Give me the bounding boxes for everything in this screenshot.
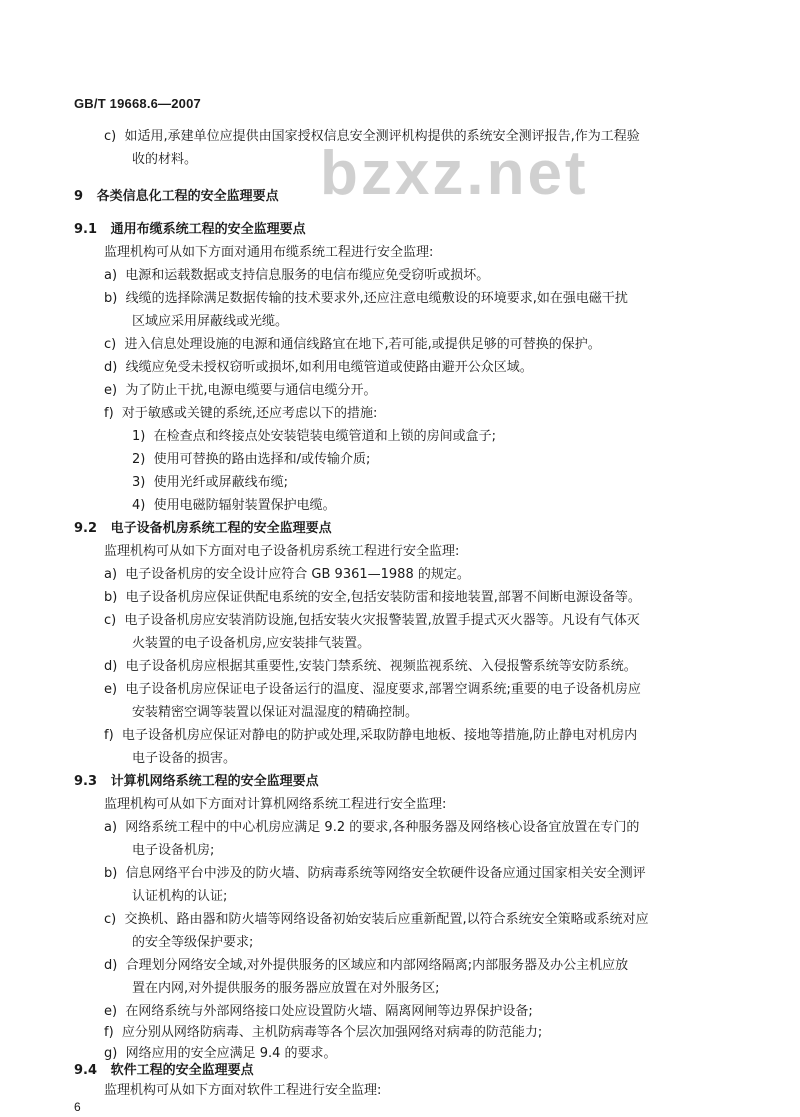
clause-c-line2: 收的材料。: [132, 152, 198, 167]
list-item-continuation: 电子设备机房;: [132, 843, 215, 858]
section-9-3-heading: 9.3 计算机网络系统工程的安全监理要点: [74, 774, 319, 789]
section-9-2-heading: 9.2 电子设备机房系统工程的安全监理要点: [74, 521, 332, 536]
list-item-continuation: 区域应采用屏蔽线或光缆。: [132, 314, 289, 329]
clause-c-line1: c) 如适用,承建单位应提供由国家授权信息安全测评机构提供的系统安全测评报告,作为工程验: [104, 129, 640, 144]
sub-list-item: 2) 使用可替换的路由选择和/或传输介质;: [132, 452, 371, 467]
list-item: e) 为了防止干扰,电源电缆要与通信电缆分开。: [104, 383, 377, 398]
list-item: c) 进入信息处理设施的电源和通信线路宜在地下,若可能,或提供足够的可替换的保护。: [104, 337, 601, 352]
list-item: c) 电子设备机房应安装消防设施,包括安装火灾报警装置,放置手提式灭火器等。凡设有气体灭: [104, 613, 640, 628]
list-item: g) 网络应用的安全应满足 9.4 的要求。: [104, 1046, 337, 1061]
list-item: d) 线缆应免受未授权窃听或损坏,如利用电缆管道或使路由避开公众区域。: [104, 360, 533, 375]
list-item: f) 应分别从网络防病毒、主机防病毒等各个层次加强网络对病毒的防范能力;: [104, 1025, 543, 1040]
list-item-continuation: 认证机构的认证;: [132, 889, 228, 904]
paragraph-intro: 监理机构可从如下方面对软件工程进行安全监理:: [104, 1083, 382, 1098]
list-item: e) 在网络系统与外部网络接口处应设置防火墙、隔离网闸等边界保护设备;: [104, 1004, 533, 1019]
list-item-continuation: 电子设备的损害。: [132, 751, 237, 766]
paragraph-intro: 监理机构可从如下方面对电子设备机房系统工程进行安全监理:: [104, 544, 460, 559]
section-9-4-heading: 9.4 软件工程的安全监理要点: [74, 1063, 254, 1078]
standard-code-header: GB/T 19668.6—2007: [74, 96, 201, 111]
list-item-continuation: 置在内网,对外提供服务的服务器应放置在对外服务区;: [132, 981, 440, 996]
list-item: a) 电源和运载数据或支持信息服务的电信布缆应免受窃听或损坏。: [104, 268, 490, 283]
section-9-heading: 9 各类信息化工程的安全监理要点: [74, 189, 279, 204]
sub-list-item: 4) 使用电磁防辐射装置保护电缆。: [132, 498, 336, 513]
watermark: bzxz.net: [320, 139, 589, 208]
list-item: a) 电子设备机房的安全设计应符合 GB 9361—1988 的规定。: [104, 567, 470, 582]
list-item: f) 对于敏感或关键的系统,还应考虑以下的措施:: [104, 406, 378, 421]
sub-list-item: 1) 在检查点和终接点处安装铠装电缆管道和上锁的房间或盒子;: [132, 429, 496, 444]
list-item: d) 电子设备机房应根据其重要性,安装门禁系统、视频监视系统、入侵报警系统等安防系统。: [104, 659, 637, 674]
paragraph-intro: 监理机构可从如下方面对计算机网络系统工程进行安全监理:: [104, 797, 447, 812]
list-item: a) 网络系统工程中的中心机房应满足 9.2 的要求,各种服务器及网络核心设备宜放置在专门的: [104, 820, 640, 835]
list-item-continuation: 火装置的电子设备机房,应安装排气装置。: [132, 636, 371, 651]
list-item: c) 交换机、路由器和防火墙等网络设备初始安装后应重新配置,以符合系统安全策略或系统对应: [104, 912, 649, 927]
list-item: b) 电子设备机房应保证供配电系统的安全,包括安装防雷和接地装置,部署不间断电源设备等。: [104, 590, 641, 605]
sub-list-item: 3) 使用光纤或屏蔽线布缆;: [132, 475, 288, 490]
section-9-1-heading: 9.1 通用布缆系统工程的安全监理要点: [74, 222, 306, 237]
list-item: f) 电子设备机房应保证对静电的防护或处理,采取防静电地板、接地等措施,防止静电对机房内: [104, 728, 638, 743]
page-number: 6: [74, 1100, 81, 1114]
list-item: d) 合理划分网络安全域,对外提供服务的区域应和内部网络隔离;内部服务器及办公主机应放: [104, 958, 629, 973]
list-item: b) 信息网络平台中涉及的防火墙、防病毒系统等网络安全软硬件设备应通过国家相关安全测评: [104, 866, 646, 881]
paragraph-intro: 监理机构可从如下方面对通用布缆系统工程进行安全监理:: [104, 245, 434, 260]
list-item-continuation: 的安全等级保护要求;: [132, 935, 254, 950]
list-item: b) 线缆的选择除满足数据传输的技术要求外,还应注意电缆敷设的环境要求,如在强电磁干扰: [104, 291, 628, 306]
list-item-continuation: 安装精密空调等装置以保证对温湿度的精确控制。: [132, 705, 419, 720]
list-item: e) 电子设备机房应保证电子设备运行的温度、湿度要求,部署空调系统;重要的电子设备机房应: [104, 682, 641, 697]
